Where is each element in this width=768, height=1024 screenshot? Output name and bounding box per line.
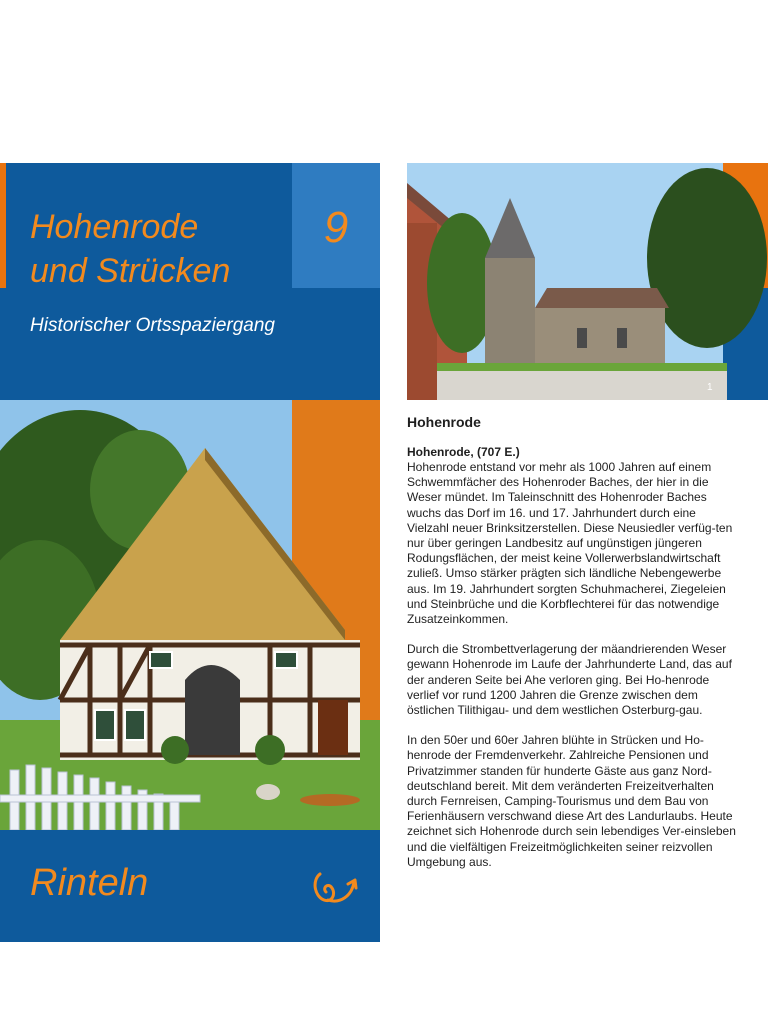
article-heading: Hohenrode: [407, 414, 481, 430]
cover-title-line1: Hohenrode: [30, 208, 199, 246]
city-name: Rinteln: [30, 862, 149, 904]
cover-subtitle: Historischer Ortsspaziergang: [30, 315, 275, 336]
article-subheading: Hohenrode, (707 E.): [407, 445, 520, 459]
cover-footer: [0, 830, 380, 942]
half-timbered-house-photo: [0, 400, 380, 830]
cover-number: 9: [323, 203, 349, 252]
article-paragraph: Durch die Strombettverlagerung der mäandrierenden Weser gewann Hohenrode im Laufe der Jahrhunderte Land, das auf der anderen Seite bei Ahe verloren ging. Bei Ho-henrode verlief vor rund 1200 Jahren die Grenze zwischen dem östlichen Tilithigau- und dem westlichen Osterburg-gau.: [407, 642, 732, 718]
cover-title: [30, 205, 290, 293]
article-paragraph: Hohenrode entstand vor mehr als 1000 Jahren auf einem Schwemmfächer des Hohenroder Baches, der hier in die Weser mündet. Im Taleinschnitt des Hohenroder Baches wuchs das Dorf im 16. und 17. Jahrhundert durch eine Vielzahl neuer Brinksitzerstellen. Diese Neusiedler verfüg-ten nur über geringen Landbesitz auf ungünstigen jüngeren Rodungsflächen, der meist keine Vollerwerbslandwirtschaft zuließ. Umso stärker prägten sich ländliche Nebengewerbe aus. Im 19. Jahrhundert sorgten Schuhmacherei, Ziegeleien und Steinbrüche und die Korbflechterei für das notwendige Zusatzeinkommen.: [407, 460, 733, 627]
orange-accent-strip: [0, 163, 6, 288]
cover-title-line2: und Strücken: [30, 252, 231, 290]
church-photo: [407, 163, 768, 400]
rinteln-logo-icon: [310, 866, 362, 910]
article: [407, 414, 737, 885]
article-paragraph: In den 50er und 60er Jahren blühte in Strücken und Ho-henrode der Fremdenverkehr. Zahlreiche Pensionen und Privatzimmer standen für hunderte Gäste aus ganz Nord-deutschland bereit. Mit dem veränderten Freizeitverhalten durch Fernreisen, Camping-Tourismus und dem Bau von Ferienhäusern verschwand diese Art des Landurlaubs. Heute zeichnet sich Hohenrode durch sein lebendiges Ver-einsleben und die vielfältigen Freizeitmöglichkeiten seiner reizvollen Umgebung aus.: [407, 733, 736, 869]
photo-caption-number: 1: [707, 382, 713, 393]
cover-header: [0, 163, 380, 400]
